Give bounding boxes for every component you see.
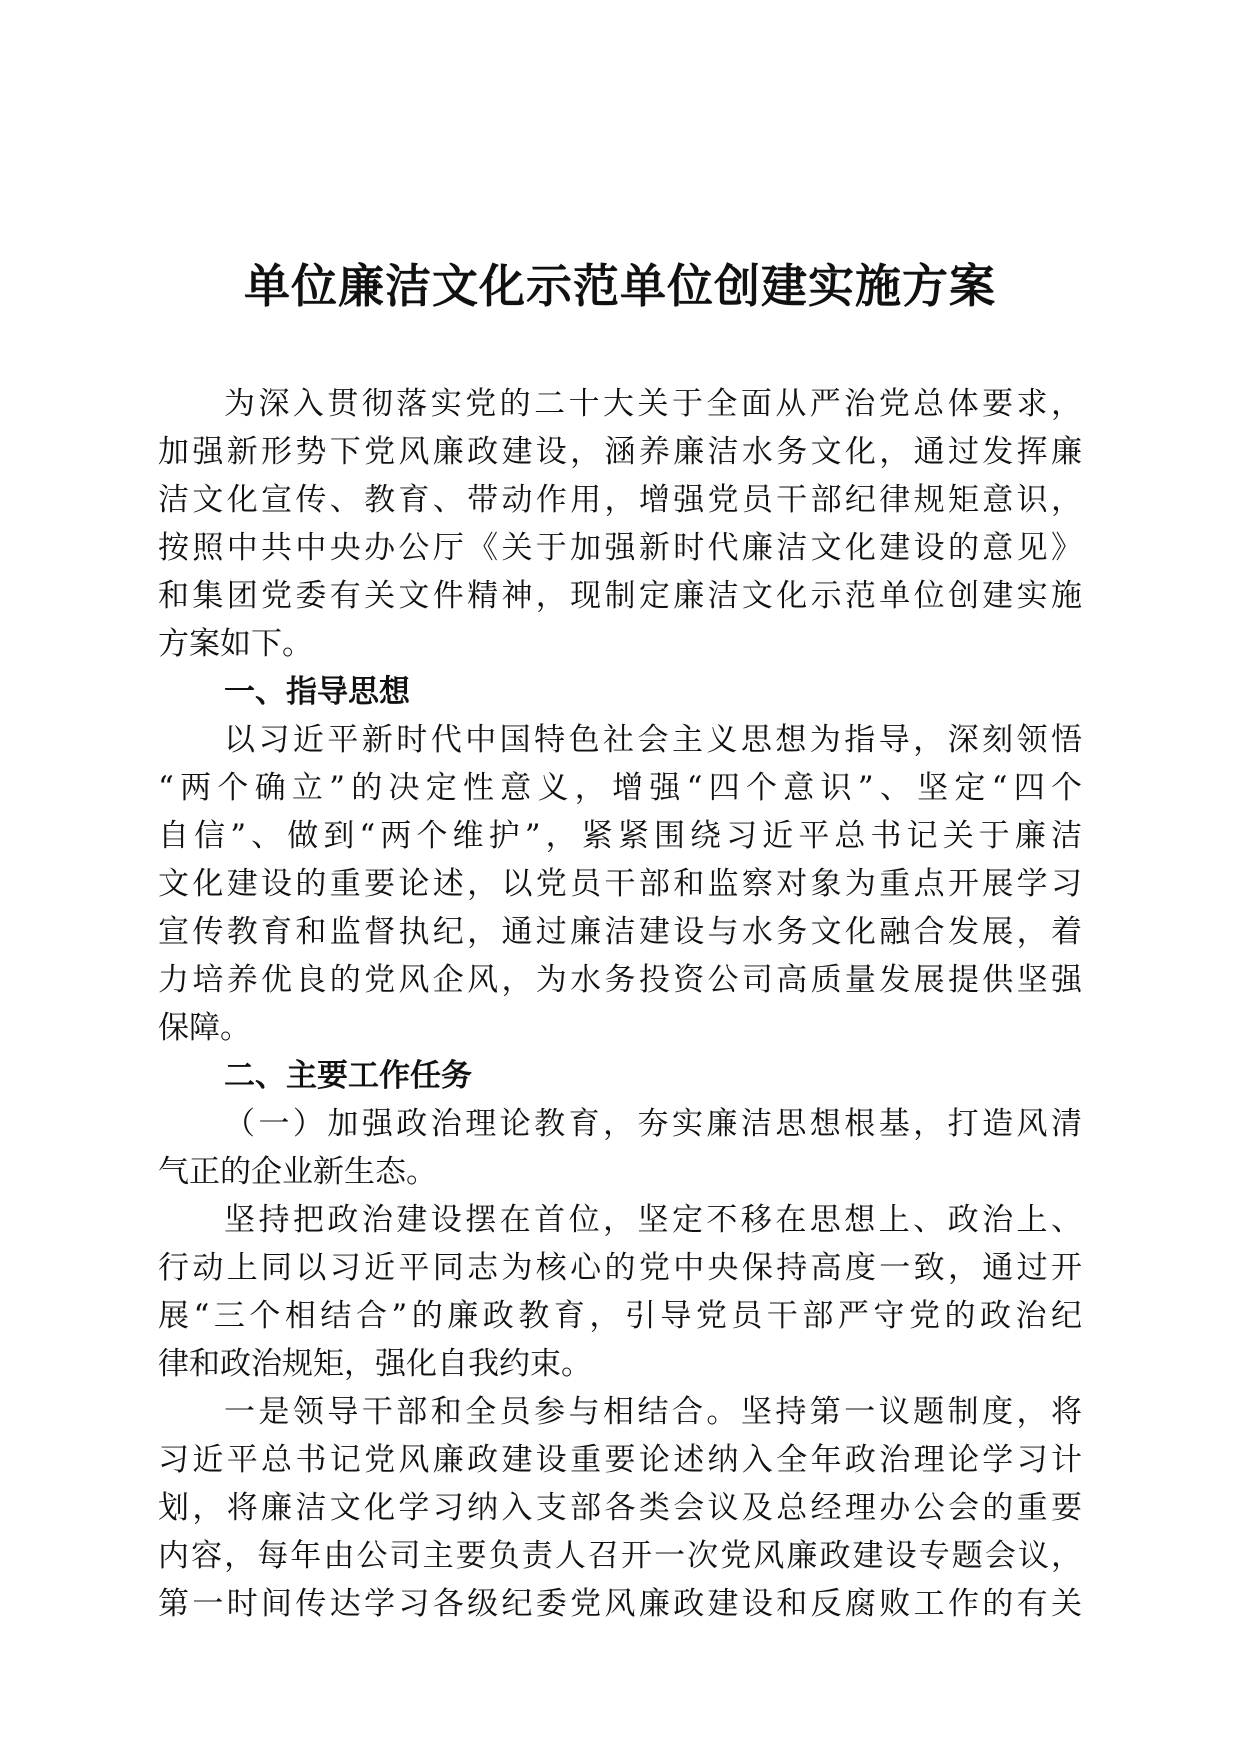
paragraph-line: 自信”、做到“两个维护”，紧紧围绕习近平总书记关于廉洁 bbox=[158, 818, 1082, 854]
paragraph-line: 坚持把政治建设摆在首位，坚定不移在思想上、政治上、 bbox=[224, 1202, 1082, 1238]
paragraph-line: “两个确立”的决定性意义，增强“四个意识”、坚定“四个 bbox=[158, 770, 1082, 806]
paragraph-line: 内容，每年由公司主要负责人召开一次党风廉政建设专题会议， bbox=[158, 1538, 1082, 1574]
paragraph-line: 力培养优良的党风企风，为水务投资公司高质量发展提供坚强 bbox=[158, 962, 1082, 998]
paragraph-line: 按照中共中央办公厅《关于加强新时代廉洁文化建设的意见》 bbox=[158, 530, 1082, 566]
paragraph-line: 方案如下。 bbox=[158, 626, 313, 662]
document-body bbox=[158, 380, 1082, 1628]
paragraph-line: 习近平总书记党风廉政建设重要论述纳入全年政治理论学习计 bbox=[158, 1442, 1082, 1478]
paragraph-line: 一是领导干部和全员参与相结合。坚持第一议题制度，将 bbox=[224, 1394, 1082, 1430]
section-heading: 二、主要工作任务 bbox=[224, 1058, 472, 1094]
paragraph-line: 以习近平新时代中国特色社会主义思想为指导，深刻领悟 bbox=[224, 722, 1082, 758]
paragraph-line: 保障。 bbox=[158, 1010, 251, 1046]
paragraph-line: 洁文化宣传、教育、带动作用，增强党员干部纪律规矩意识， bbox=[158, 482, 1082, 518]
section-heading: 一、指导思想 bbox=[224, 674, 410, 710]
paragraph-line: 第一时间传达学习各级纪委党风廉政建设和反腐败工作的有关 bbox=[158, 1586, 1082, 1622]
document-title: 单位廉洁文化示范单位创建实施方案 bbox=[244, 259, 996, 313]
paragraph-line: 为深入贯彻落实党的二十大关于全面从严治党总体要求， bbox=[224, 386, 1082, 422]
paragraph-line: （一）加强政治理论教育，夯实廉洁思想根基，打造风清 bbox=[224, 1106, 1082, 1142]
paragraph-line: 行动上同以习近平同志为核心的党中央保持高度一致，通过开 bbox=[158, 1250, 1082, 1286]
paragraph-line: 文化建设的重要论述，以党员干部和监察对象为重点开展学习 bbox=[158, 866, 1082, 902]
paragraph-line: 展“三个相结合”的廉政教育，引导党员干部严守党的政治纪 bbox=[158, 1298, 1082, 1334]
paragraph-line: 律和政治规矩，强化自我约束。 bbox=[158, 1346, 592, 1382]
paragraph-line: 划，将廉洁文化学习纳入支部各类会议及总经理办公会的重要 bbox=[158, 1490, 1082, 1526]
paragraph-line: 和集团党委有关文件精神，现制定廉洁文化示范单位创建实施 bbox=[158, 578, 1082, 614]
paragraph-line: 宣传教育和监督执纪，通过廉洁建设与水务文化融合发展，着 bbox=[158, 914, 1082, 950]
paragraph-line: 气正的企业新生态。 bbox=[158, 1154, 437, 1190]
paragraph-line: 加强新形势下党风廉政建设，涵养廉洁水务文化，通过发挥廉 bbox=[158, 434, 1082, 470]
